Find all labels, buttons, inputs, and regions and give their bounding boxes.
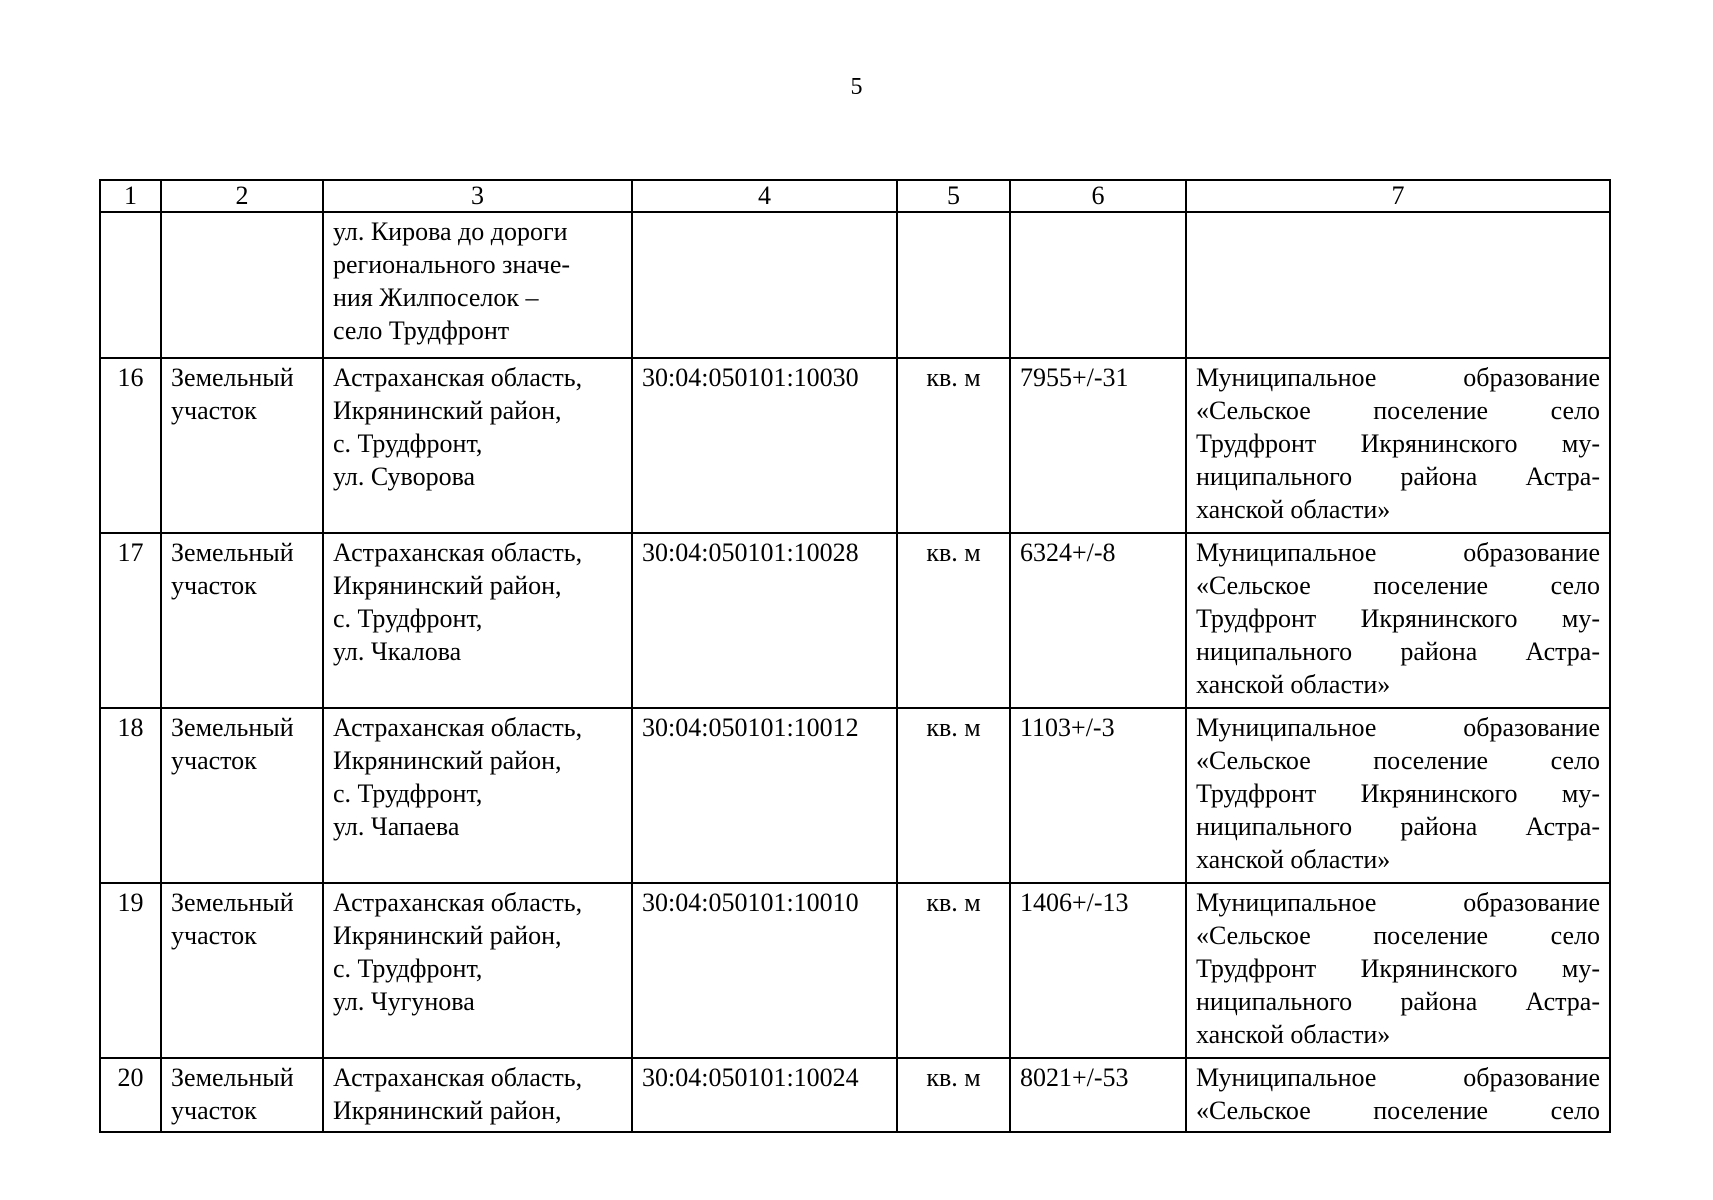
cell-owner	[1186, 358, 1610, 533]
type-line: Земельный	[171, 713, 294, 742]
owner-line: ханской области»	[1196, 495, 1391, 524]
address-line: Астраханская область,	[333, 538, 583, 567]
column-header-6: 6	[1010, 180, 1186, 212]
cell-num: 20	[100, 1058, 161, 1132]
cell-cadastral: 30:04:050101:10010	[632, 883, 897, 1058]
address-line: село Трудфронт	[333, 316, 510, 345]
cell-area: 1103+/-3	[1010, 708, 1186, 883]
cell-area: 8021+/-53	[1010, 1058, 1186, 1132]
type-line: участок	[171, 746, 257, 775]
owner-line: ханской области»	[1196, 1020, 1391, 1049]
owner-line: «Сельское поселение село	[1196, 1096, 1600, 1125]
cell-type	[161, 883, 323, 1058]
owner-line: Муниципальное образование	[1196, 363, 1600, 392]
address-line: Икрянинский район,	[333, 746, 562, 775]
address-line: Икрянинский район,	[333, 1096, 562, 1125]
cell-unit	[897, 212, 1010, 358]
owner-line: ниципального района Астра-	[1196, 462, 1600, 491]
cell-area: 1406+/-13	[1010, 883, 1186, 1058]
cell-unit: кв. м	[897, 708, 1010, 883]
header-row	[100, 180, 1610, 212]
cell-type	[161, 358, 323, 533]
cell-address	[323, 708, 632, 883]
owner-line: ниципального района Астра-	[1196, 812, 1600, 841]
continuation-row	[100, 212, 1610, 358]
cell-unit: кв. м	[897, 533, 1010, 708]
table-row	[100, 533, 1610, 708]
owner-line: ханской области»	[1196, 670, 1391, 699]
address-line: с. Трудфронт,	[333, 604, 483, 633]
cell-unit: кв. м	[897, 358, 1010, 533]
cell-cadastral	[632, 212, 897, 358]
column-header-4: 4	[632, 180, 897, 212]
address-line: ния Жилпоселок –	[333, 283, 539, 312]
owner-line: «Сельское поселение село	[1196, 396, 1600, 425]
cell-unit: кв. м	[897, 1058, 1010, 1132]
owner-line: Муниципальное образование	[1196, 713, 1600, 742]
cell-owner	[1186, 533, 1610, 708]
cell-type	[161, 533, 323, 708]
cell-owner	[1186, 883, 1610, 1058]
cell-owner	[1186, 708, 1610, 883]
cell-address	[323, 883, 632, 1058]
address-line: Икрянинский район,	[333, 396, 562, 425]
cell-area	[1010, 212, 1186, 358]
table-row	[100, 883, 1610, 1058]
cell-cadastral: 30:04:050101:10024	[632, 1058, 897, 1132]
column-header-5: 5	[897, 180, 1010, 212]
table-row	[100, 1058, 1610, 1132]
column-header-1: 1	[100, 180, 161, 212]
address-line: ул. Чапаева	[333, 812, 460, 841]
owner-line: Муниципальное образование	[1196, 538, 1600, 567]
owner-line: «Сельское поселение село	[1196, 746, 1600, 775]
cell-area: 7955+/-31	[1010, 358, 1186, 533]
cell-address	[323, 212, 632, 358]
owner-line: ниципального района Астра-	[1196, 637, 1600, 666]
address-line: ул. Чугунова	[333, 987, 475, 1016]
cell-num: 18	[100, 708, 161, 883]
property-registry-table	[99, 179, 1611, 1133]
owner-line: «Сельское поселение село	[1196, 921, 1600, 950]
type-line: участок	[171, 921, 257, 950]
cell-type	[161, 708, 323, 883]
cell-address	[323, 358, 632, 533]
type-line: Земельный	[171, 1063, 294, 1092]
cell-owner	[1186, 212, 1610, 358]
type-line: участок	[171, 1096, 257, 1125]
cell-num: 16	[100, 358, 161, 533]
table-row	[100, 358, 1610, 533]
cell-num: 17	[100, 533, 161, 708]
address-line: Астраханская область,	[333, 713, 583, 742]
cell-address	[323, 1058, 632, 1132]
page-number: 5	[850, 74, 863, 100]
owner-line: Трудфронт Икрянинского му-	[1196, 604, 1600, 633]
column-header-3: 3	[323, 180, 632, 212]
address-line: ул. Суворова	[333, 462, 476, 491]
cell-address	[323, 533, 632, 708]
address-line: ул. Кирова до дороги	[333, 217, 568, 246]
cell-num: 19	[100, 883, 161, 1058]
cell-owner	[1186, 1058, 1610, 1132]
cell-cadastral: 30:04:050101:10030	[632, 358, 897, 533]
address-line: с. Трудфронт,	[333, 779, 483, 808]
table-row	[100, 708, 1610, 883]
address-line: Икрянинский район,	[333, 921, 562, 950]
cell-area: 6324+/-8	[1010, 533, 1186, 708]
type-line: Земельный	[171, 538, 294, 567]
owner-line: ханской области»	[1196, 845, 1391, 874]
address-line: Астраханская область,	[333, 888, 583, 917]
address-line: ул. Чкалова	[333, 637, 462, 666]
address-line: с. Трудфронт,	[333, 429, 483, 458]
address-line: Икрянинский район,	[333, 571, 562, 600]
owner-line: ниципального района Астра-	[1196, 987, 1600, 1016]
address-line: Астраханская область,	[333, 363, 583, 392]
type-line: Земельный	[171, 363, 294, 392]
owner-line: Муниципальное образование	[1196, 888, 1600, 917]
cell-type	[161, 1058, 323, 1132]
address-line: с. Трудфронт,	[333, 954, 483, 983]
cell-cadastral: 30:04:050101:10028	[632, 533, 897, 708]
cell-cadastral: 30:04:050101:10012	[632, 708, 897, 883]
owner-line: «Сельское поселение село	[1196, 571, 1600, 600]
column-header-2: 2	[161, 180, 323, 212]
cell-num	[100, 212, 161, 358]
owner-line: Муниципальное образование	[1196, 1063, 1600, 1092]
owner-line: Трудфронт Икрянинского му-	[1196, 429, 1600, 458]
owner-line: Трудфронт Икрянинского му-	[1196, 779, 1600, 808]
cell-unit: кв. м	[897, 883, 1010, 1058]
owner-line: Трудфронт Икрянинского му-	[1196, 954, 1600, 983]
type-line: участок	[171, 571, 257, 600]
type-line: участок	[171, 396, 257, 425]
address-line: Астраханская область,	[333, 1063, 583, 1092]
cell-type	[161, 212, 323, 358]
column-header-7: 7	[1186, 180, 1610, 212]
type-line: Земельный	[171, 888, 294, 917]
address-line: регионального значе-	[333, 250, 571, 279]
